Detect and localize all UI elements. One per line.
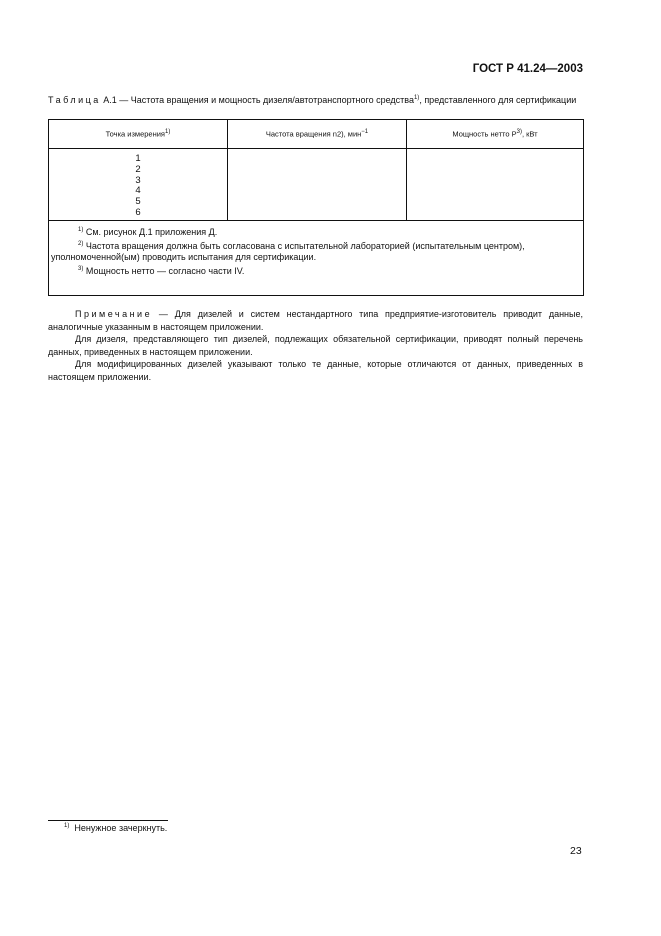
note-paragraph-2: Для дизеля, представляющего тип дизелей, подлежащих обязательной сертификации, приводят полный перечень данных, приведенных в настоящем приложении. [48,334,583,357]
table-footnotes [49,221,584,296]
page-number: 23 [570,845,582,857]
point: 1 [135,153,141,164]
footnote-3: $^{3)}$ Мощность нетто — согласно части IV. [78,265,245,276]
note-paragraph-3: Для модифицированных дизелей указывают только те данные, которые отличаются от данных, приведенных в настоящем приложении. [48,359,583,382]
power-cell [407,149,584,221]
point: 6 [135,206,141,218]
points-cell [49,149,228,221]
footnote-1: $^{1)}$ См. рисунок Д.1 приложения Д. [78,227,218,237]
table-caption [48,93,588,106]
point: 3 [135,174,141,186]
data-table [48,119,584,296]
footnote-2: $^{2)}$ Частота вращения должна быть согласована с испытательной лабораторией (испытательным центром), уполномоченной(ым) проводить испытания для сертификации. [51,240,525,262]
footnote-divider [48,820,168,821]
caption-text: А.1 — Частота вращения и мощность дизеля/автотранспортного средства [100,95,414,105]
note-paragraph-1: Примечание — Для дизелей и систем нестандартного типа предприятие-изготовитель приводит данные, аналогичные указанным в настоящем приложении. [48,309,583,332]
document-id: ГОСТ Р 41.24—2003 [472,63,583,75]
header-power: Мощность нетто $P^{3)}$, кВт [407,120,584,149]
table-header-row [49,120,584,149]
point: 4 [135,185,141,197]
header-point: Точка измерения$^{1)}$ [49,120,228,149]
table-row [49,149,584,221]
point: 2 [135,163,141,175]
header-speed: Частота вращения n2), мин$^{-1}$ [228,120,407,149]
caption-sup: 1) [413,95,420,101]
footnote-row [49,221,584,296]
caption-label: Таблица [48,95,101,105]
page-footnote: $^{1)}$ Ненужное зачеркнуть. [64,823,168,833]
point: 5 [135,196,141,208]
note-block [48,308,583,383]
speed-cell [228,149,407,221]
caption-rest: , представленного для сертификации [419,95,577,105]
